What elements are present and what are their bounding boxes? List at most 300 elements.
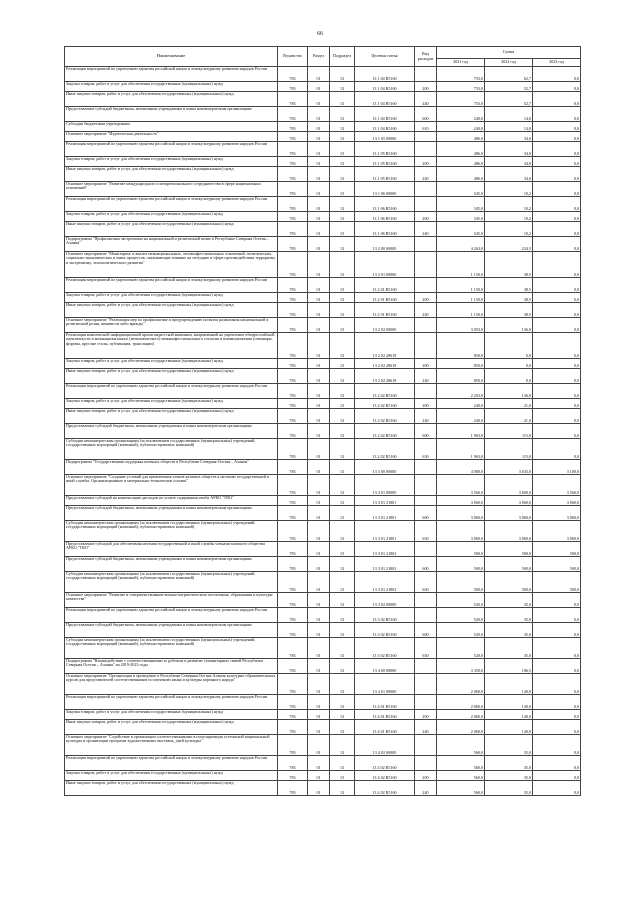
row-vr: 600 (415, 506, 437, 521)
row-podrazdel: 13 (330, 197, 355, 212)
row-ved: 783 (278, 424, 308, 439)
row-2023: 0,0 (533, 369, 581, 384)
row-podrazdel: 13 (330, 695, 355, 710)
row-ved: 783 (278, 399, 308, 409)
row-2021: 3 060,0 (437, 521, 485, 542)
row-2023: 0,0 (533, 252, 581, 278)
row-2022: 140,0 (485, 710, 533, 720)
row-2023: 500,0 (533, 557, 581, 572)
row-name: Основное мероприятие "Организация и проведение в Республике Северная Осетия-Алания культурно-образовательных курсов для представителей соотечественников по изучению языка и культуры коренного народа" (65, 674, 278, 695)
row-vr (415, 735, 437, 756)
row-2021: 486,0 (437, 132, 485, 142)
row-vr: 240 (415, 781, 437, 796)
row-ved: 783 (278, 369, 308, 384)
row-podrazdel: 13 (330, 252, 355, 278)
row-2022: 52,7 (485, 92, 533, 107)
row-2022: 3 635,0 (485, 460, 533, 475)
row-name: Основное мероприятие "Реализация мер по профилактике и предупреждению попыток разжигания национальной и религиозной розни, ненависти либо вражды" (65, 318, 278, 333)
table-row (65, 475, 581, 496)
row-2022: 35,0 (485, 756, 533, 771)
row-name: Предоставление субсидий бюджетным, автономным учреждениям и иным некоммерческим организациям (65, 424, 278, 439)
row-name: Основное мероприятие "Содействие в организации соотечественниками в популяризации осетинской национальной культуры и организации программ художественных выставок, дней культуры" (65, 735, 278, 756)
row-vr: 240 (415, 167, 437, 182)
row-cs: 13 1 06 R5160 (355, 222, 415, 237)
row-vr: 240 (415, 369, 437, 384)
row-2022: 3 060,0 (485, 496, 533, 506)
row-2023: 0,0 (533, 359, 581, 369)
row-cs: 13 1 05 00000 (355, 132, 415, 142)
row-name: Реализация мероприятий по укреплению единства российской нации и этнокультурному развитию народов России (65, 67, 278, 82)
row-razdel: 01 (308, 720, 330, 735)
row-2021: 753,0 (437, 92, 485, 107)
row-2021: 520,0 (437, 638, 485, 659)
row-2022: 38,5 (485, 278, 533, 293)
row-razdel: 01 (308, 82, 330, 92)
row-2022: 140,0 (485, 720, 533, 735)
row-podrazdel: 13 (330, 542, 355, 557)
row-cs: 13 2 02 28618 (355, 359, 415, 369)
row-2022: 52,7 (485, 82, 533, 92)
row-2021: 520,0 (437, 623, 485, 638)
row-2022: 21,0 (485, 399, 533, 409)
row-razdel: 01 (308, 593, 330, 608)
row-podrazdel: 13 (330, 333, 355, 359)
row-2023: 3 060,0 (533, 521, 581, 542)
row-podrazdel: 13 (330, 674, 355, 695)
row-2021: 345,0 (437, 197, 485, 212)
row-razdel: 01 (308, 359, 330, 369)
row-2021: 500,0 (437, 572, 485, 593)
table-row (65, 735, 581, 756)
row-ved: 783 (278, 439, 308, 460)
row-name: Основное мероприятие "Развитие международного и межрегионального сотрудничества в сфере национальных отношений" (65, 182, 278, 197)
row-vr (415, 67, 437, 82)
row-2021: 2 060,0 (437, 710, 485, 720)
row-podrazdel: 13 (330, 521, 355, 542)
row-2021: 850,0 (437, 369, 485, 384)
row-razdel: 01 (308, 735, 330, 756)
row-ved: 783 (278, 318, 308, 333)
row-cs: 13 1 04 R5160 (355, 82, 415, 92)
row-ved: 783 (278, 132, 308, 142)
row-vr (415, 333, 437, 359)
row-name: Субсидии некоммерческим организациям (за исключением государственных (муниципальных) учреждений, государственных корпораций (компаний), публично-правовых компаний) (65, 638, 278, 659)
row-2021: 560,0 (437, 735, 485, 756)
row-podrazdel: 13 (330, 384, 355, 399)
table-row (65, 167, 581, 182)
row-name: Реализация мероприятий по укреплению единства российской нации и этнокультурному развитию народов России (65, 197, 278, 212)
row-name: Иные закупки товаров, работ и услуг для обеспечения государственных (муниципальных) нужд (65, 167, 278, 182)
row-razdel: 01 (308, 278, 330, 293)
row-2022: 34,0 (485, 132, 533, 142)
row-podrazdel: 13 (330, 67, 355, 82)
row-cs: 13 4 01 R5160 (355, 710, 415, 720)
table-row (65, 674, 581, 695)
row-ved: 783 (278, 92, 308, 107)
row-2021: 1 150,0 (437, 293, 485, 303)
table-row (65, 384, 581, 399)
row-name: Субсидии некоммерческим организациям (за исключением государственных (муниципальных) учреждений, государственных корпораций (компаний), публично-правовых компаний) (65, 439, 278, 460)
row-2022: 500,0 (485, 557, 533, 572)
header-2021: 2021 год (437, 59, 485, 67)
row-podrazdel: 13 (330, 439, 355, 460)
row-2023: 0,0 (533, 781, 581, 796)
row-cs: 13 4 02 R5160 (355, 771, 415, 781)
row-podrazdel: 13 (330, 303, 355, 318)
row-vr (415, 593, 437, 608)
row-ved: 783 (278, 506, 308, 521)
row-2023: 0,0 (533, 384, 581, 399)
row-ved: 783 (278, 521, 308, 542)
row-2023: 0,0 (533, 303, 581, 318)
row-podrazdel: 13 (330, 167, 355, 182)
table-row (65, 439, 581, 460)
table-row (65, 293, 581, 303)
table-row (65, 197, 581, 212)
row-2023: 0,0 (533, 237, 581, 252)
row-vr (415, 695, 437, 710)
row-ved: 783 (278, 781, 308, 796)
row-razdel: 01 (308, 674, 330, 695)
table-row (65, 92, 581, 107)
row-cs: 13 3 01 21801 (355, 521, 415, 542)
row-vr: 630 (415, 638, 437, 659)
row-2022: 10,2 (485, 182, 533, 197)
row-ved: 783 (278, 496, 308, 506)
row-2023: 0,0 (533, 720, 581, 735)
row-ved: 783 (278, 695, 308, 710)
row-cs: 13 1 04 R5160 (355, 67, 415, 82)
row-2022: 0,0 (485, 369, 533, 384)
row-2023: 0,0 (533, 735, 581, 756)
row-cs: 13 4 01 R5160 (355, 695, 415, 710)
row-2023: 0,0 (533, 756, 581, 771)
row-cs: 13 2 02 R5160 (355, 409, 415, 424)
header-razdel: Раздел (308, 47, 330, 67)
row-ved: 783 (278, 237, 308, 252)
row-2023: 0,0 (533, 659, 581, 674)
table-row (65, 212, 581, 222)
row-razdel: 01 (308, 521, 330, 542)
row-podrazdel: 13 (330, 638, 355, 659)
table-row (65, 771, 581, 781)
row-2023: 3 560,0 (533, 475, 581, 496)
row-podrazdel: 13 (330, 506, 355, 521)
row-podrazdel: 13 (330, 122, 355, 132)
row-cs: 13 2 02 R5160 (355, 439, 415, 460)
row-ved: 783 (278, 771, 308, 781)
row-podrazdel: 13 (330, 771, 355, 781)
row-vr: 630 (415, 521, 437, 542)
table-row (65, 182, 581, 197)
row-2022: 136,0 (485, 384, 533, 399)
row-cs: 13 2 00 00000 (355, 237, 415, 252)
row-2023: 0,0 (533, 122, 581, 132)
row-2021: 3 560,0 (437, 475, 485, 496)
row-2023: 0,0 (533, 222, 581, 237)
row-podrazdel: 13 (330, 710, 355, 720)
row-2023: 0,0 (533, 409, 581, 424)
row-ved: 783 (278, 593, 308, 608)
row-ved: 783 (278, 167, 308, 182)
row-2021: 753,0 (437, 67, 485, 82)
row-cs: 13 3 02 R5160 (355, 608, 415, 623)
row-ved: 783 (278, 659, 308, 674)
row-2023: 0,0 (533, 593, 581, 608)
row-ved: 783 (278, 460, 308, 475)
row-2023: 0,0 (533, 424, 581, 439)
row-cs: 13 3 01 21801 (355, 496, 415, 506)
row-razdel: 01 (308, 638, 330, 659)
row-razdel: 01 (308, 399, 330, 409)
table-row (65, 496, 581, 506)
table-header (65, 47, 581, 67)
row-razdel: 01 (308, 424, 330, 439)
row-vr: 200 (415, 710, 437, 720)
row-podrazdel: 13 (330, 142, 355, 157)
row-name: Иные закупки товаров, работ и услуг для обеспечения государственных (муниципальных) нужд (65, 92, 278, 107)
row-ved: 783 (278, 638, 308, 659)
row-name: Закупка товаров, работ и услуг для обеспечения государственных (муниципальных) нужд (65, 710, 278, 720)
row-cs: 13 4 01 R5160 (355, 720, 415, 735)
row-2021: 1 963,0 (437, 424, 485, 439)
row-razdel: 01 (308, 475, 330, 496)
row-vr (415, 756, 437, 771)
row-razdel: 01 (308, 318, 330, 333)
row-2021: 753,0 (437, 82, 485, 92)
row-name: Субсидии бюджетным учреждениям (65, 122, 278, 132)
row-2021: 850,0 (437, 333, 485, 359)
row-cs: 13 3 02 R5160 (355, 638, 415, 659)
table-row (65, 222, 581, 237)
row-2022: 136,0 (485, 318, 533, 333)
header-summa: Сумма (437, 47, 581, 59)
row-ved: 783 (278, 252, 308, 278)
row-2023: 0,0 (533, 107, 581, 122)
table-row (65, 132, 581, 142)
table-row (65, 142, 581, 157)
row-2023: 0,0 (533, 167, 581, 182)
row-vr (415, 460, 437, 475)
row-name: Реализация мероприятий по укреплению единства российской нации и этнокультурному развитию народов России (65, 695, 278, 710)
row-2021: 486,0 (437, 157, 485, 167)
row-razdel: 01 (308, 659, 330, 674)
row-2023: 0,0 (533, 182, 581, 197)
row-2022: 115,0 (485, 424, 533, 439)
row-2021: 4 080,0 (437, 460, 485, 475)
table-row (65, 460, 581, 475)
row-name: Закупка товаров, работ и услуг для обеспечения государственных (муниципальных) нужд (65, 293, 278, 303)
header-2022: 2022 год (485, 59, 533, 67)
row-2021: 345,0 (437, 212, 485, 222)
row-name: Реализация мероприятий по укреплению единства российской нации и этнокультурному развитию народов России (65, 756, 278, 771)
table-row (65, 659, 581, 674)
row-vr: 240 (415, 409, 437, 424)
row-2021: 3 053,0 (437, 318, 485, 333)
table-row (65, 252, 581, 278)
row-vr (415, 674, 437, 695)
row-2022: 0,0 (485, 359, 533, 369)
row-podrazdel: 13 (330, 475, 355, 496)
table-row (65, 542, 581, 557)
row-podrazdel: 13 (330, 735, 355, 756)
row-ved: 783 (278, 107, 308, 122)
row-vr: 240 (415, 222, 437, 237)
row-2021: 486,0 (437, 142, 485, 157)
row-vr: 600 (415, 424, 437, 439)
row-name: Основное мероприятие "Создание условий для привлечения членов казачьих обществ к несению государственной и иной службы. Организационные и материально-технические основы" (65, 475, 278, 496)
row-cs: 13 3 00 00000 (355, 460, 415, 475)
row-podrazdel: 13 (330, 92, 355, 107)
row-2021: 2 060,0 (437, 695, 485, 710)
row-2021: 3 060,0 (437, 506, 485, 521)
row-cs: 13 2 01 R5160 (355, 303, 415, 318)
header-vr: Вид расходов (415, 47, 437, 67)
row-name: Закупка товаров, работ и услуг для обеспечения государственных (муниципальных) нужд (65, 212, 278, 222)
row-cs: 13 4 01 00000 (355, 674, 415, 695)
row-vr: 600 (415, 557, 437, 572)
row-razdel: 01 (308, 212, 330, 222)
row-2022: 10,2 (485, 222, 533, 237)
row-name: Предоставление субсидий бюджетным, автономным учреждениям и иным некоммерческим организациям (65, 557, 278, 572)
row-podrazdel: 13 (330, 720, 355, 735)
row-2021: 2 203,0 (437, 384, 485, 399)
row-cs: 13 2 02 00000 (355, 318, 415, 333)
row-name: Субсидии некоммерческим организациям (за исключением государственных (муниципальных) учреждений, государственных корпораций (компаний), публично-правовых компаний) (65, 572, 278, 593)
row-name: Закупка товаров, работ и услуг для обеспечения государственных (муниципальных) нужд (65, 82, 278, 92)
row-cs: 13 1 05 R5160 (355, 167, 415, 182)
row-2021: 3 060,0 (437, 496, 485, 506)
row-razdel: 01 (308, 132, 330, 142)
row-podrazdel: 13 (330, 359, 355, 369)
row-name: Реализация комплексной информационной пропагандистской кампании, направленной на укрепление общероссийской идентичности и межнационального (межэтнического) межконфессионального согласия и взаимоуважения (семинары, форумы, круглые столы, публикации, трансляции) (65, 333, 278, 359)
row-name: Реализация мероприятий по укреплению единства российской нации и этнокультурному развитию народов России (65, 142, 278, 157)
row-vr: 200 (415, 212, 437, 222)
row-razdel: 01 (308, 67, 330, 82)
row-vr: 200 (415, 157, 437, 167)
row-2023: 0,0 (533, 638, 581, 659)
row-razdel: 01 (308, 623, 330, 638)
row-cs: 13 2 02 R5160 (355, 399, 415, 409)
row-podrazdel: 13 (330, 781, 355, 796)
row-vr: 200 (415, 82, 437, 92)
table-row (65, 303, 581, 318)
table-row (65, 506, 581, 521)
row-ved: 783 (278, 303, 308, 318)
row-podrazdel: 13 (330, 132, 355, 142)
row-razdel: 01 (308, 122, 330, 132)
row-podrazdel: 13 (330, 237, 355, 252)
table-row (65, 593, 581, 608)
row-razdel: 01 (308, 460, 330, 475)
row-podrazdel: 13 (330, 424, 355, 439)
row-vr (415, 237, 437, 252)
row-vr: 600 (415, 107, 437, 122)
row-razdel: 01 (308, 333, 330, 359)
row-name: Субсидии некоммерческим организациям (за исключением государственных (муниципальных) учреждений, государственных корпораций (компаний), публично-правовых компаний) (65, 521, 278, 542)
row-ved: 783 (278, 572, 308, 593)
row-cs: 13 3 01 21801 (355, 506, 415, 521)
row-2023: 500,0 (533, 542, 581, 557)
table-row (65, 409, 581, 424)
row-vr (415, 384, 437, 399)
row-2023: 0,0 (533, 771, 581, 781)
row-podrazdel: 13 (330, 557, 355, 572)
row-ved: 783 (278, 710, 308, 720)
table-row (65, 278, 581, 293)
row-ved: 783 (278, 222, 308, 237)
row-2021: 560,0 (437, 781, 485, 796)
row-podrazdel: 13 (330, 157, 355, 167)
row-razdel: 01 (308, 252, 330, 278)
table-row (65, 781, 581, 796)
row-razdel: 01 (308, 197, 330, 212)
row-2021: 520,0 (437, 608, 485, 623)
row-2021: 1 963,0 (437, 439, 485, 460)
table-row (65, 237, 581, 252)
row-ved: 783 (278, 82, 308, 92)
row-cs: 13 1 06 00000 (355, 182, 415, 197)
row-2022: 62,7 (485, 67, 533, 82)
row-2023: 0,0 (533, 695, 581, 710)
row-2022: 35,0 (485, 735, 533, 756)
row-2023: 0,0 (533, 157, 581, 167)
row-2022: 35,0 (485, 781, 533, 796)
row-razdel: 01 (308, 439, 330, 460)
row-2022: 38,5 (485, 303, 533, 318)
row-podrazdel: 13 (330, 496, 355, 506)
row-2023: 500,0 (533, 572, 581, 593)
row-podrazdel: 13 (330, 399, 355, 409)
table-row (65, 557, 581, 572)
row-cs: 13 2 02 R5160 (355, 424, 415, 439)
row-ved: 783 (278, 674, 308, 695)
row-2023: 0,0 (533, 318, 581, 333)
table-row (65, 67, 581, 82)
row-ved: 783 (278, 212, 308, 222)
row-2021: 486,0 (437, 167, 485, 182)
row-2021: 3 350,0 (437, 659, 485, 674)
row-2023: 0,0 (533, 293, 581, 303)
row-2022: 35,0 (485, 608, 533, 623)
row-ved: 783 (278, 735, 308, 756)
row-ved: 783 (278, 623, 308, 638)
row-podrazdel: 13 (330, 409, 355, 424)
header-ved: Ведомство (278, 47, 308, 67)
table-row (65, 157, 581, 167)
row-2021: 560,0 (437, 756, 485, 771)
table-row (65, 623, 581, 638)
row-razdel: 01 (308, 167, 330, 182)
row-2022: 140,0 (485, 674, 533, 695)
page-number: 66 (317, 31, 323, 37)
row-name: Предоставление субсидий бюджетным, автономным учреждениям и иным некоммерческим организациям (65, 107, 278, 122)
row-razdel: 01 (308, 107, 330, 122)
row-name: Подпрограмма "Профилактика экстремизма на национальной и религиозной почве в Республике Северная Осетия – Алания" (65, 237, 278, 252)
row-vr (415, 659, 437, 674)
row-cs: 13 1 04 R5160 (355, 92, 415, 107)
row-cs: 13 2 01 R5160 (355, 278, 415, 293)
row-ved: 783 (278, 756, 308, 771)
row-2023: 0,0 (533, 212, 581, 222)
row-2023: 0,0 (533, 142, 581, 157)
row-name: Предоставление субсидий на компенсацию расходов по уплате содержания штаба АРКО "ТВО" (65, 496, 278, 506)
row-2022: 0,0 (485, 333, 533, 359)
row-name: Предоставление субсидий бюджетным, автономным учреждениям и иным некоммерческим организациям (65, 506, 278, 521)
row-2023: 0,0 (533, 197, 581, 212)
row-2022: 10,2 (485, 212, 533, 222)
row-razdel: 01 (308, 237, 330, 252)
